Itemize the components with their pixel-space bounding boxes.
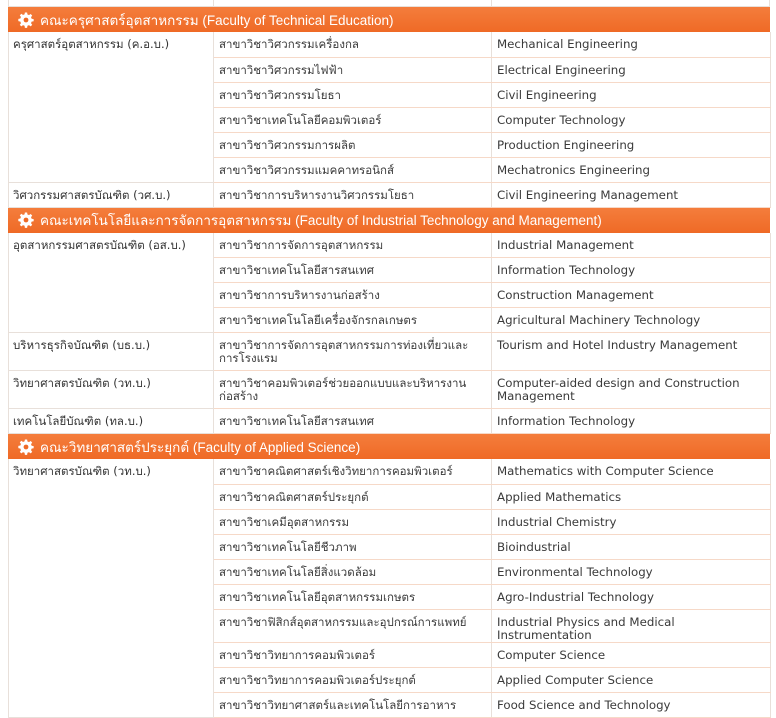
gear-icon — [18, 439, 34, 455]
program-thai-cell: สาขาวิชาเทคโนโลยีอุตสาหกรรมเกษตร — [214, 584, 492, 609]
gear-icon — [18, 212, 34, 228]
program-english-cell: Computer-aided design and Construction Management — [492, 371, 771, 409]
faculty-header — [8, 7, 770, 32]
program-english-cell: Agro-Industrial Technology — [492, 584, 771, 609]
program-thai-cell: สาขาวิชาการจัดการอุตสาหกรรมการท่องเที่ยวและการโรงแรม — [214, 333, 492, 371]
program-list — [8, 0, 770, 718]
faculty-title: คณะเทคโนโลยีและการจัดการอุตสาหกรรม (Faculty of Industrial Technology and Management) — [40, 213, 602, 228]
program-thai-cell: สาขาวิชาวิศวกรรมเครื่องกล — [214, 32, 492, 57]
table-row — [9, 182, 771, 207]
degree-cell: วิศวกรรมศาสตรบัณฑิต (วศ.บ.) — [9, 182, 214, 207]
degree-cell: ครุศาสตร์อุตสาหกรรม (ค.อ.บ.) — [9, 32, 214, 182]
table-row — [9, 333, 771, 371]
program-thai-cell: สาขาวิชาวิทยาการคอมพิวเตอร์ประยุกต์ — [214, 667, 492, 692]
programs-table — [8, 233, 771, 435]
faculty-title: คณะครุศาสตร์อุตสาหกรรม (Faculty of Technical Education) — [40, 12, 394, 28]
program-english-cell: Applied Mathematics — [492, 484, 771, 509]
program-english-cell: Electrical Engineering — [492, 57, 771, 82]
program-thai-cell: สาขาวิชาเทคโนโลยีคอมพิวเตอร์ — [214, 107, 492, 132]
program-english-cell: Food Science and Technology — [492, 692, 771, 717]
program-thai-cell: สาขาวิชาการบริหารงานก่อสร้าง — [214, 283, 492, 308]
program-english-cell: Information Technology — [492, 409, 771, 434]
program-english-cell: Mechanical Engineering — [492, 32, 771, 57]
degree-cell: วิทยาศาสตรบัณฑิต (วท.บ.) — [9, 371, 214, 409]
degree-cell: อุตสาหกรรมศาสตรบัณฑิต (อส.บ.) — [9, 233, 214, 333]
program-english-cell: Environmental Technology — [492, 559, 771, 584]
table-row — [9, 409, 771, 434]
program-thai-cell: สาขาวิชาเทคโนโลยีเครื่องจักรกลเกษตร — [214, 308, 492, 333]
degree-cell: เทคโนโลยีบัณฑิต (ทล.บ.) — [9, 409, 214, 434]
program-english-cell: Bioindustrial — [492, 534, 771, 559]
programs-table — [8, 32, 771, 208]
program-english-cell: Mechatronics Engineering — [492, 157, 771, 182]
program-thai-cell: สาขาวิชาการบริหารงานวิศวกรรมโยธา — [214, 182, 492, 207]
program-thai-cell: สาขาวิชาเทคโนโลยีสารสนเทศ — [214, 258, 492, 283]
program-english-cell: Computer Technology — [492, 107, 771, 132]
program-english-cell: Applied Computer Science — [492, 667, 771, 692]
program-thai-cell: สาขาวิชาคณิตศาสตร์ประยุกต์ — [214, 484, 492, 509]
program-english-cell: Production Engineering — [492, 132, 771, 157]
program-thai-cell: สาขาวิชาวิศวกรรมโยธา — [214, 82, 492, 107]
program-english-cell: Tourism and Hotel Industry Management — [492, 333, 771, 371]
program-thai-cell: สาขาวิชาเคมีอุตสาหกรรม — [214, 509, 492, 534]
faculty-header — [8, 208, 770, 233]
program-thai-cell: สาขาวิชาฟิสิกส์อุตสาหกรรมและอุปกรณ์การแพทย์ — [214, 609, 492, 642]
program-thai-cell: สาขาวิชาคณิตศาสตร์เชิงวิทยาการคอมพิวเตอร์ — [214, 459, 492, 484]
program-thai-cell: สาขาวิชาเทคโนโลยีสารสนเทศ — [214, 409, 492, 434]
program-english-cell: Mathematics with Computer Science — [492, 459, 771, 484]
program-english-cell: Construction Management — [492, 283, 771, 308]
program-thai-cell: สาขาวิชาการจัดการอุตสาหกรรม — [214, 233, 492, 258]
program-thai-cell: สาขาวิชาวิศวกรรมการผลิต — [214, 132, 492, 157]
program-thai-cell: สาขาวิชาวิทยาการคอมพิวเตอร์ — [214, 642, 492, 667]
gear-icon — [18, 12, 34, 28]
degree-cell: วิทยาศาสตรบัณฑิต (วท.บ.) — [9, 459, 214, 717]
program-thai-cell: สาขาวิชาเทคโนโลยีสิ่งแวดล้อม — [214, 559, 492, 584]
program-english-cell: Industrial Physics and Medical Instrumentation — [492, 609, 771, 642]
program-english-cell: Computer Science — [492, 642, 771, 667]
table-top-edge — [8, 0, 770, 7]
program-english-cell: Industrial Management — [492, 233, 771, 258]
faculty-title: คณะวิทยาศาสตร์ประยุกต์ (Faculty of Applied Science) — [40, 439, 361, 455]
faculty-sections — [8, 7, 770, 718]
programs-table — [8, 459, 771, 718]
degree-cell: บริหารธุรกิจบัณฑิต (บธ.บ.) — [9, 333, 214, 371]
program-thai-cell: สาขาวิชาเทคโนโลยีชีวภาพ — [214, 534, 492, 559]
table-row — [9, 32, 771, 57]
table-row — [9, 233, 771, 258]
program-thai-cell: สาขาวิชาวิศวกรรมไฟฟ้า — [214, 57, 492, 82]
faculty-header — [8, 434, 770, 459]
program-english-cell: Civil Engineering — [492, 82, 771, 107]
table-row — [9, 459, 771, 484]
program-thai-cell: สาขาวิชาคอมพิวเตอร์ช่วยออกแบบและบริหารงานก่อสร้าง — [214, 371, 492, 409]
program-english-cell: Civil Engineering Management — [492, 182, 771, 207]
table-row — [9, 371, 771, 409]
program-english-cell: Information Technology — [492, 258, 771, 283]
program-english-cell: Agricultural Machinery Technology — [492, 308, 771, 333]
program-thai-cell: สาขาวิชาวิทยาศาสตร์และเทคโนโลยีการอาหาร — [214, 692, 492, 717]
program-thai-cell: สาขาวิชาวิศวกรรมแมคคาทรอนิกส์ — [214, 157, 492, 182]
program-english-cell: Industrial Chemistry — [492, 509, 771, 534]
